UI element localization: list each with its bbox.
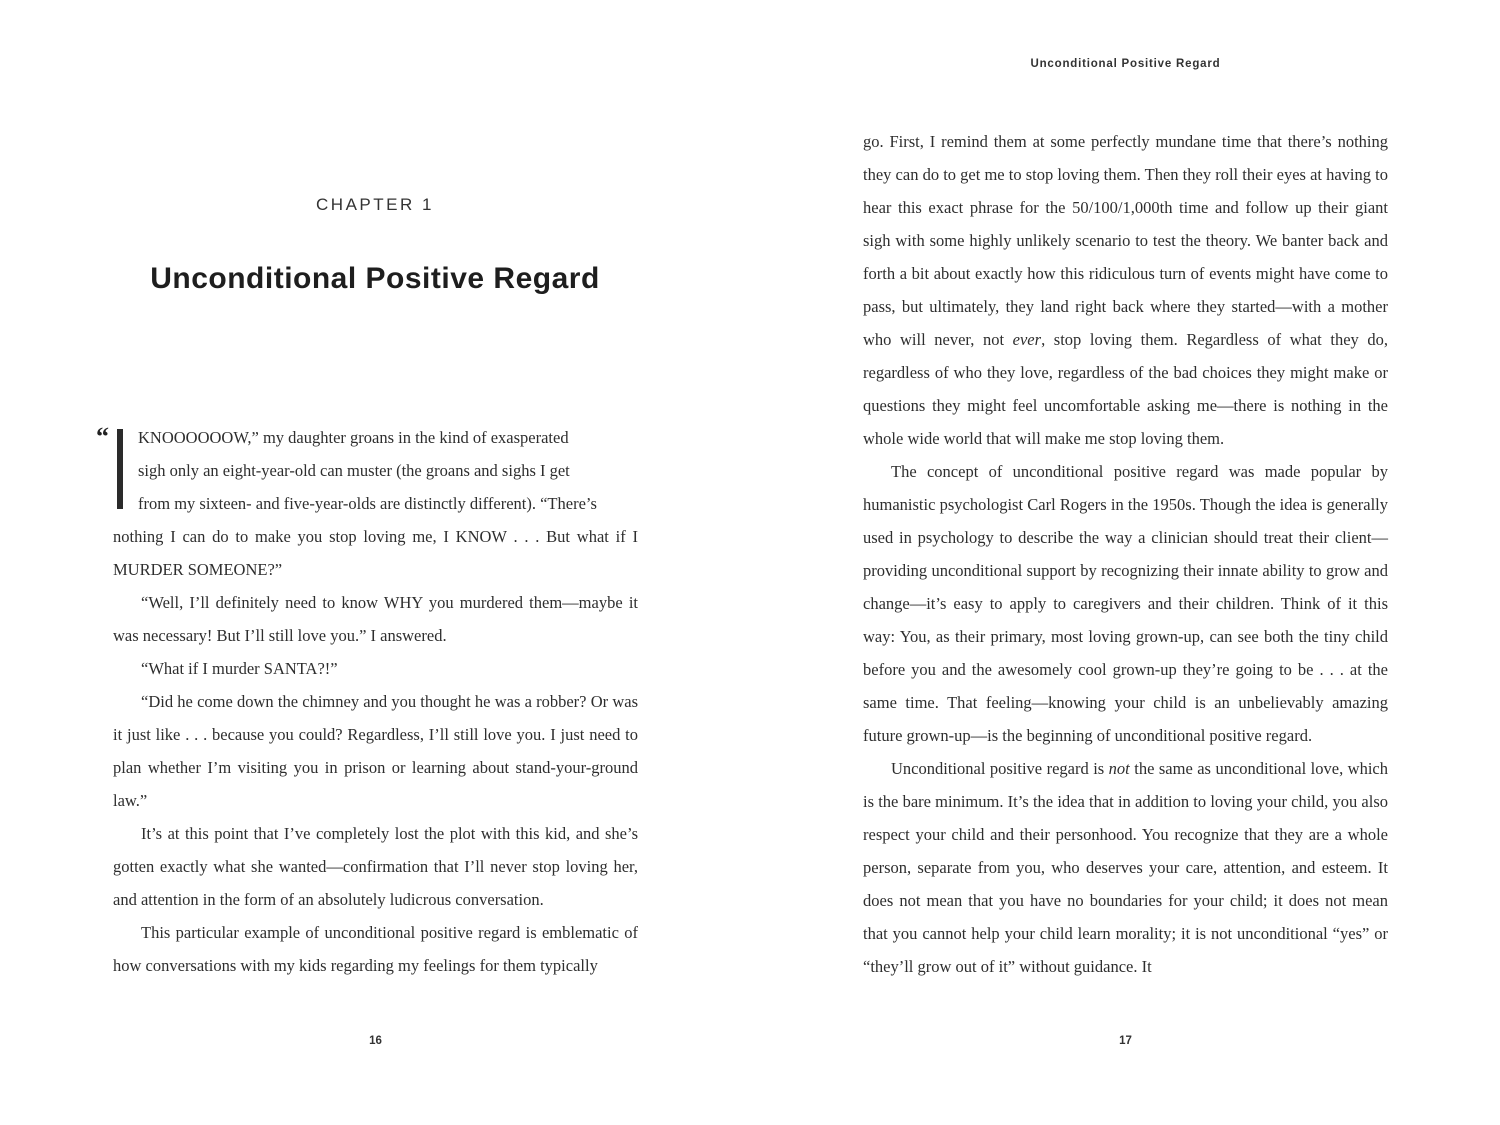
paragraph: Unconditional positive regard is not the same as unconditional love, which is the bare minimum. It’s the idea that in addition to loving your child, you also respect your child and their personhood. You recognize that they are a whole person, separate from you, who deserves your care, attention, and esteem. It does not mean that you have no boundaries for your child; it does not mean that you cannot help your child learn morality; it is not unconditional “yes” or “they’ll grow out of it” without guidance. It	[863, 759, 1388, 976]
paragraph: “Well, I’ll definitely need to know WHY you murdered them—maybe it was necessary! But I’ll still love you.” I answered.	[113, 593, 638, 645]
opening-paragraph	[96, 421, 638, 520]
opening-line-1: KNOOOOOOW,” my daughter groans in the kind of exasperated	[138, 428, 569, 447]
paragraph: “What if I murder SANTA?!”	[141, 659, 338, 678]
drop-cap-lines	[113, 421, 638, 520]
emphasis: not	[1108, 759, 1130, 778]
chapter-title: Unconditional Positive Regard	[150, 262, 600, 295]
emphasis: ever	[1012, 330, 1042, 349]
opening-line-2: sigh only an eight-year-old can muster (the groans and sighs I get	[138, 461, 570, 480]
left-body-text	[96, 421, 638, 982]
paragraph: This particular example of unconditional positive regard is emblematic of how conversations with my kids regarding my feelings for them typically	[113, 923, 638, 975]
paragraph: It’s at this point that I’ve completely lost the plot with this kid, and she’s gotten exactly what she wanted—confirmation that I’ll never stop loving her, and attention in the form of an absolutely ludicrous conversation.	[113, 824, 638, 909]
paragraph: go. First, I remind them at some perfectly mundane time that there’s nothing they can do to get me to stop loving them. Then they roll their eyes at having to hear this exact phrase for the 50/100/1,000th time and follow up their giant sigh with some highly unlikely scenario to test the theory. We banter back and forth a bit about exactly how this ridiculous turn of events might have come to pass, but ultimately, they land right back where they started—with a mother who will never, not ever, stop loving them. Regardless of what they do, regardless of who they love, regardless of the bad choices they might make or questions they might feel uncomfortable asking me—there is nothing in the whole wide world that will make me stop loving them.	[863, 132, 1388, 448]
page-number-left: 16	[369, 1035, 382, 1047]
right-body-text	[863, 125, 1388, 983]
paragraph: The concept of unconditional positive regard was made popular by humanistic psychologist Carl Rogers in the 1950s. Though the idea is generally used in psychology to describe the way a clinician should treat their client—providing unconditional support by recognizing their innate ability to grow and change—it’s easy to apply to caregivers and their children. Think of it this way: You, as their primary, most loving grown-up, can see both the tiny child before you and the awesomely cool grown-up they’re going to be . . . at the same time. That feeling—knowing your child is an unbelievably amazing future grown-up—is the beginning of unconditional positive regard.	[863, 462, 1388, 745]
page-number-right: 17	[1119, 1035, 1132, 1047]
right-page	[750, 0, 1500, 1125]
paragraph: “Did he come down the chimney and you thought he was a robber? Or was it just like . . . because you could? Regardless, I’ll still love you. I just need to plan whether I’m visiting you in prison or learning about stand-your-ground law.”	[113, 692, 638, 810]
drop-cap-quote: “	[96, 422, 109, 451]
opening-line-3: from my sixteen- and five-year-olds are distinctly different). “There’s	[138, 494, 597, 513]
chapter-label: CHAPTER 1	[316, 195, 434, 214]
opening-paragraph-rest: nothing I can do to make you stop loving me, I KNOW . . . But what if I MURDER SOMEONE?”	[113, 527, 638, 579]
drop-cap-letter	[117, 429, 123, 509]
running-head: Unconditional Positive Regard	[1030, 58, 1221, 70]
